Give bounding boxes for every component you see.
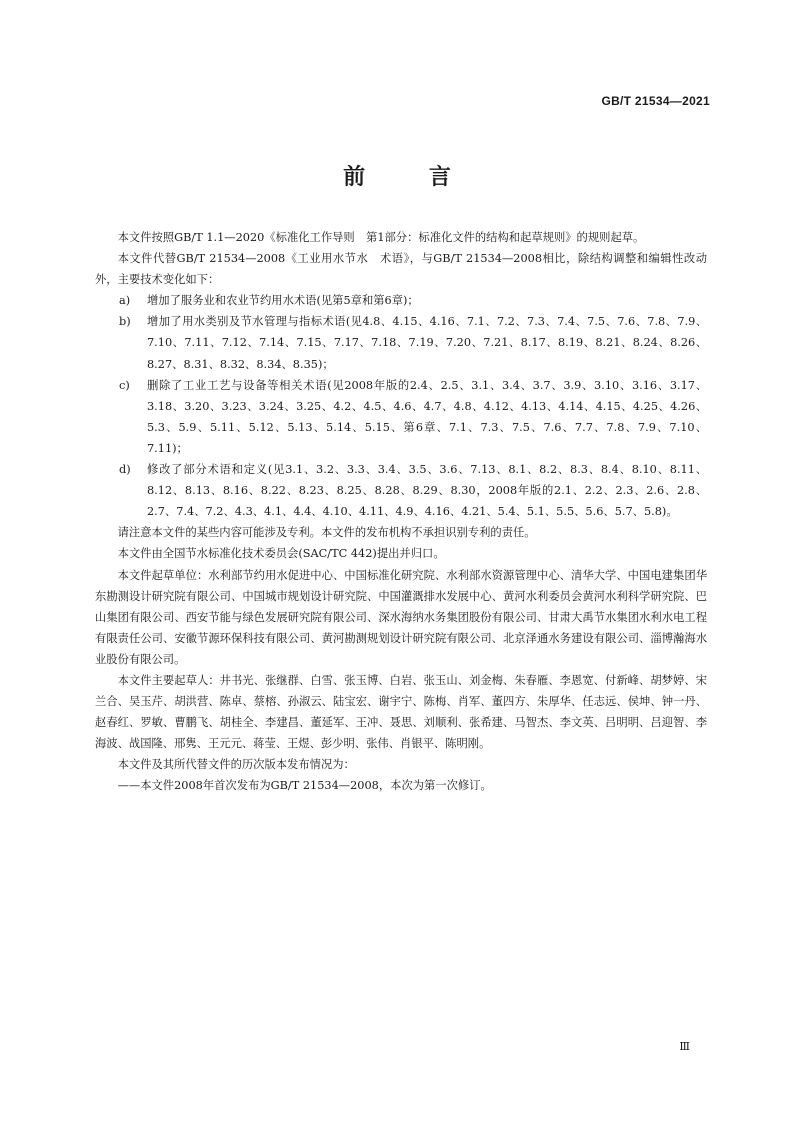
paragraph-history-intro: 本文件及其所代替文件的历次版本发布情况为： [117,758,355,772]
paragraph-drafters: 本文件主要起草人：井书光、张继群、白雪、张玉博、白岩、张玉山、刘金梅、朱春雁、李恩宽、付新峰、胡梦婷、宋兰合、吴玉芹、胡洪营、陈卓、蔡榕、孙淑云、陆宝宏、谢宇宁、陈梅、肖军、董四方、朱厚华、任志远、侯坤、钟一丹、赵春红、罗敏、曹鹏飞、胡桂全、李建昌、董延军、王冲、聂思、刘顺利、张希建、马智杰、李文英、吕明明、吕迎智、李海波、战国隆、邢隽、王元元、蒋莹、王煜、彭少明、张伟、肖银平、陈明刚。 [95,673,707,751]
change-item-label: b) [119,315,131,329]
change-item-text: 增加了用水类别及节水管理与指标术语(见4.8、4.15、4.16、7.1、7.2、7.3、7.4、7.5、7.6、7.8、7.9、7.10、7.11、7.12、7.14、7.15、7.17、7.18、7.19、7.20、7.21、8.17、8.19、8.21、8.24、8.26、8.27、8.31、8.32、8.34、8.35)； [147,315,707,371]
change-item-label: d) [119,463,131,477]
paragraph-patent-notice: 请注意本文件的某些内容可能涉及专利。本文件的发布机构不承担识别专利的责任。 [117,526,536,540]
change-item [95,311,707,374]
paragraph-committee: 本文件由全国节水标准化技术委员会(SAC/TC 442)提出并归口。 [117,547,445,561]
change-item-text: 修改了部分术语和定义(见3.1、3.2、3.3、3.4、3.5、3.6、7.13、8.1、8.2、8.3、8.4、8.10、8.11、8.12、8.13、8.16、8.22、8.23、8.25、8.28、8.29、8.30，2008年版的2.1、2.2、2.3、2.6、2.8、2.7、7.4、7.2、4.3、4.1、4.4、4.10、4.11、4.9、4.16、4.21、5.4、5.1、5.5、5.6、5.7、5.8)。 [147,463,707,519]
page-number: Ⅲ [679,1040,690,1053]
standard-number: GB/T 21534—2021 [601,94,710,108]
paragraph-drafting-units: 本文件起草单位：水利部节约用水促进中心、中国标准化研究院、水利部水资源管理中心、清华大学、中国电建集团华东勘测设计研究院有限公司、中国城市规划设计研究院、中国灌溉排水发展中心、黄河水利委员会黄河水利科学研究院、巴山集团有限公司、西安节能与绿色发展研究院有限公司、深水海纳水务集团股份有限公司、甘肃大禹节水集团水利水电工程有限责任公司、安徽节源环保科技有限公司、黄河勘测规划设计研究院有限公司、北京泽通水务建设有限公司、淄博瀚海水业股份有限公司。 [95,568,707,666]
change-item-label: c) [119,378,130,392]
change-item-text: 删除了工业工艺与设备等相关术语(见2008年版的2.4、2.5、3.1、3.4、3.7、3.9、3.10、3.16、3.17、3.18、3.20、3.23、3.24、3.25、4.2、4.5、4.6、4.7、4.8、4.12、4.13、4.14、4.15、4.25、4.26、5.3、5.9、5.11、5.12、5.13、5.14、5.15、第6章、7.1、7.3、7.5、7.6、7.7、7.8、7.9、7.10、7.11)； [147,378,707,455]
page-title: 前 言 [343,165,479,190]
change-item [95,459,707,522]
document-body [95,227,707,797]
paragraph-replaces: 本文件代替GB/T 21534—2008《工业用水节水 术语》，与GB/T 21534—2008相比，除结构调整和编辑性改动外，主要技术变化如下： [95,252,707,287]
change-item [95,290,707,311]
paragraph-drafting-rules: 本文件按照GB/T 1.1—2020《标准化工作导则 第1部分：标准化文件的结构和起草规则》的规则起草。 [117,231,645,244]
change-item-text: 增加了服务业和农业节约用水术语(见第5章和第6章)； [147,294,419,308]
paragraph-history-item: ——本文件2008年首次发布为GB/T 21534—2008，本次为第一次修订。 [117,779,492,793]
change-item-label: a) [119,294,131,308]
change-item [95,375,707,459]
